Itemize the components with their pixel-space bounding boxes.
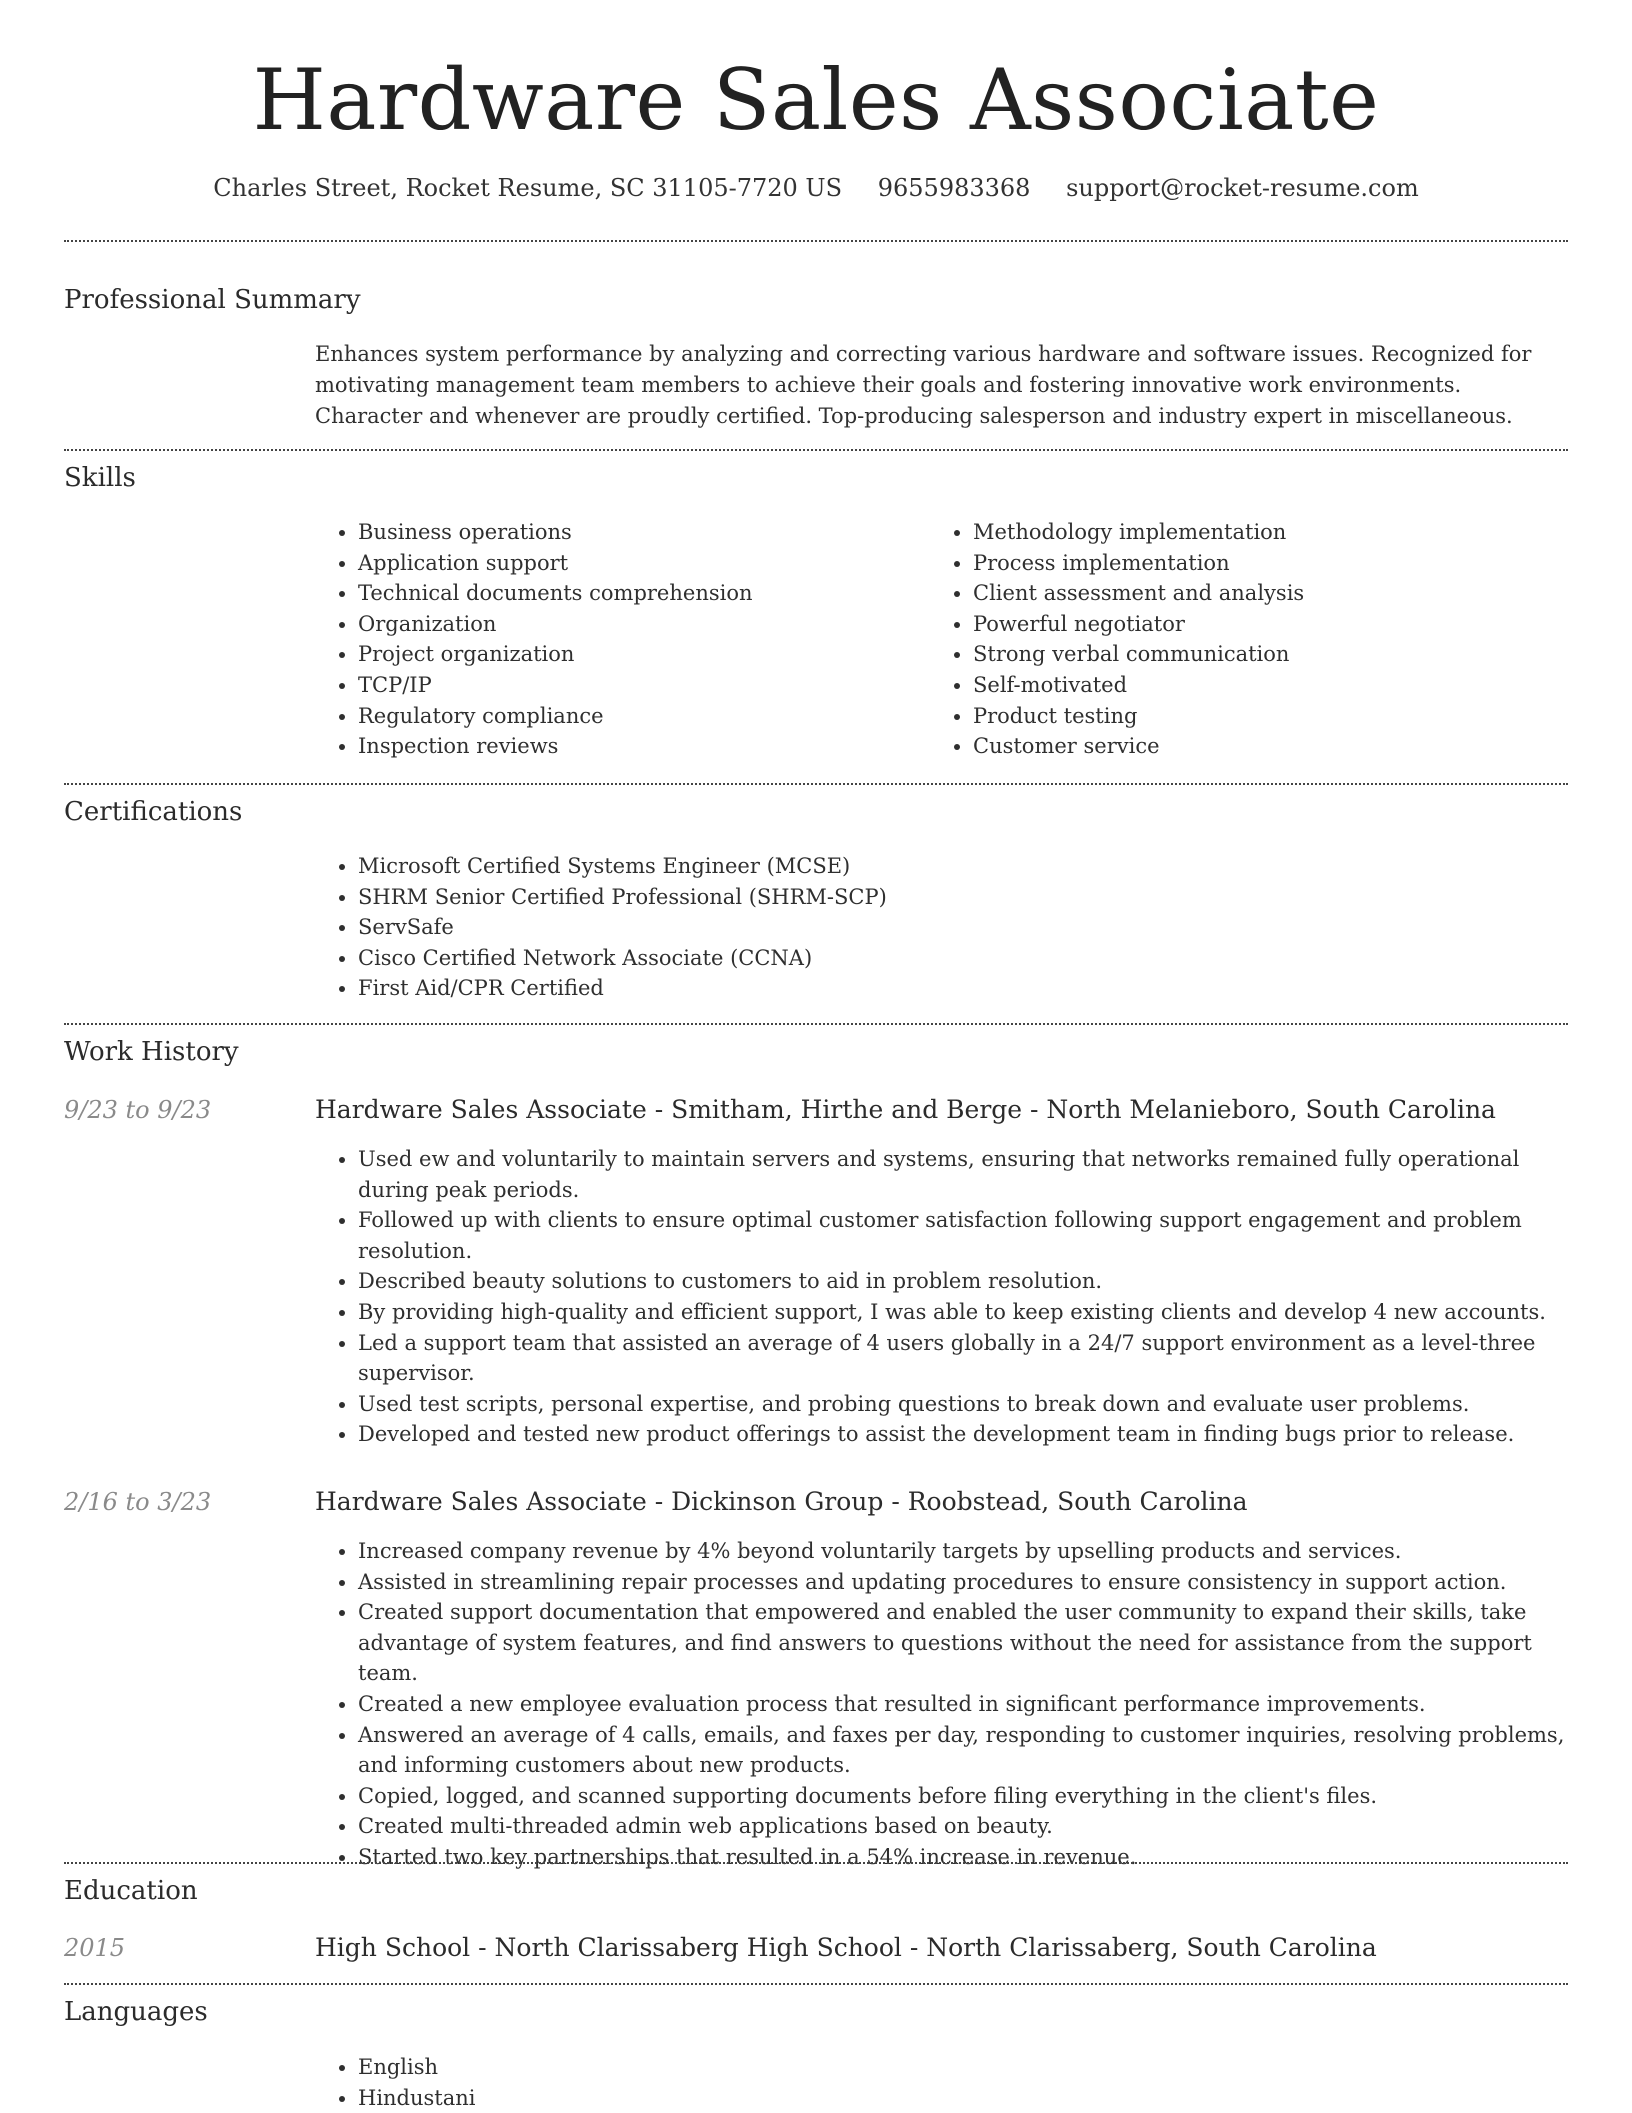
- list-item: • Methodology implementation: [973, 517, 1573, 548]
- contact-phone: 9655983368: [877, 174, 1031, 202]
- list-item: • Created multi-threaded admin web applications based on beauty.: [358, 1811, 1584, 1842]
- education-year: 2015: [64, 1934, 126, 1962]
- list-item: • Led a support team that assisted an average of 4 users globally in a 24/7 support environment as a level-three supervisor.: [358, 1328, 1584, 1389]
- list-item: • Started two key partnerships that resulted in a 54% increase in revenue.: [358, 1842, 1584, 1873]
- list-item: • SHRM Senior Certified Professional (SHRM-SCP): [358, 882, 1558, 913]
- list-item: • Powerful negotiator: [973, 609, 1573, 640]
- list-item: • Answered an average of 4 calls, emails, and faxes per day, responding to customer inquiries, resolving problems, and informing customers about new products.: [358, 1720, 1584, 1781]
- section-title-skills: Skills: [64, 463, 136, 493]
- list-item: • Technical documents comprehension: [358, 578, 918, 609]
- list-item: • Created support documentation that empowered and enabled the user community to expand their skills, take advantage of system features, and find answers to questions without the need for assistance from the support team.: [358, 1597, 1584, 1689]
- list-item: • Customer service: [973, 731, 1573, 762]
- job-dates: 2/16 to 3/23: [64, 1488, 212, 1516]
- list-item: • Process implementation: [973, 548, 1573, 579]
- list-item: • Copied, logged, and scanned supporting documents before filing everything in the client's files.: [358, 1781, 1584, 1812]
- job-heading: Hardware Sales Associate - Dickinson Group - Roobstead, South Carolina: [315, 1487, 1248, 1516]
- list-item: • Created a new employee evaluation process that resulted in significant performance improvements.: [358, 1689, 1584, 1720]
- list-item: • Used ew and voluntarily to maintain servers and systems, ensuring that networks remained fully operational during peak periods.: [358, 1144, 1584, 1205]
- list-item: • Client assessment and analysis: [973, 578, 1573, 609]
- list-item: • Cisco Certified Network Associate (CCNA): [358, 943, 1558, 974]
- section-divider: [64, 1023, 1568, 1025]
- section-divider: [64, 449, 1568, 451]
- education-heading: High School - North Clarissaberg High School - North Clarissaberg, South Carolina: [315, 1933, 1377, 1962]
- contact-address: Charles Street, Rocket Resume, SC 31105-7720 US: [213, 174, 843, 202]
- list-item: • Project organization: [358, 639, 918, 670]
- list-item: • Hindustani: [358, 2083, 958, 2113]
- list-item: • English: [358, 2052, 958, 2083]
- list-item: • TCP/IP: [358, 670, 918, 701]
- certifications-list: [314, 851, 1558, 1004]
- resume-name: Hardware Sales Associate: [252, 51, 1380, 149]
- skills-list-right: [929, 517, 1573, 762]
- section-title-work-history: Work History: [64, 1037, 239, 1067]
- job-bullets: [314, 1144, 1584, 1450]
- list-item: • Microsoft Certified Systems Engineer (MCSE): [358, 851, 1558, 882]
- list-item: • ServSafe: [358, 912, 1558, 943]
- list-item: • Inspection reviews: [358, 731, 918, 762]
- list-item: • Followed up with clients to ensure optimal customer satisfaction following support engagement and problem resolution.: [358, 1205, 1584, 1266]
- list-item: • First Aid/CPR Certified: [358, 973, 1558, 1004]
- section-divider: [64, 240, 1568, 242]
- list-item: • By providing high-quality and efficient support, I was able to keep existing clients and develop 4 new accounts.: [358, 1297, 1584, 1328]
- summary-text: Enhances system performance by analyzing and correcting various hardware and software issues. Recognized for motivating management team members to achieve their goals and fostering innovative work environments. Character and whenever are proudly certified. Top-producing salesperson and industry expert in miscellaneous.: [315, 342, 1532, 428]
- list-item: • Assisted in streamlining repair processes and updating procedures to ensure consistency in support action.: [358, 1567, 1584, 1598]
- list-item: • Increased company revenue by 4% beyond voluntarily targets by upselling products and services.: [358, 1536, 1584, 1567]
- section-title-education: Education: [64, 1876, 198, 1906]
- contact-line: [0, 172, 1632, 204]
- section-title-languages: Languages: [64, 1997, 208, 2027]
- list-item: • Strong verbal communication: [973, 639, 1573, 670]
- job-dates: 9/23 to 9/23: [64, 1096, 212, 1124]
- section-divider: [64, 1862, 1568, 1864]
- list-item: • Described beauty solutions to customers to aid in problem resolution.: [358, 1266, 1584, 1297]
- section-divider: [64, 783, 1568, 785]
- section-title-certifications: Certifications: [64, 797, 243, 827]
- skills-list-left: [314, 517, 918, 762]
- section-title-summary: Professional Summary: [64, 285, 361, 315]
- list-item: • Self-motivated: [973, 670, 1573, 701]
- job-heading: Hardware Sales Associate - Smitham, Hirthe and Berge - North Melanieboro, South Carolina: [315, 1095, 1496, 1124]
- list-item: • Business operations: [358, 517, 918, 548]
- languages-list: [314, 2052, 958, 2113]
- list-item: • Used test scripts, personal expertise, and probing questions to break down and evaluate user problems.: [358, 1389, 1584, 1420]
- section-divider: [64, 1983, 1568, 1985]
- list-item: • Organization: [358, 609, 918, 640]
- list-item: • Developed and tested new product offerings to assist the development team in finding bugs prior to release.: [358, 1419, 1584, 1450]
- contact-email: support@rocket-resume.com: [1066, 174, 1419, 202]
- list-item: • Regulatory compliance: [358, 701, 918, 732]
- job-bullets: [314, 1536, 1584, 1873]
- list-item: • Product testing: [973, 701, 1573, 732]
- list-item: • Application support: [358, 548, 918, 579]
